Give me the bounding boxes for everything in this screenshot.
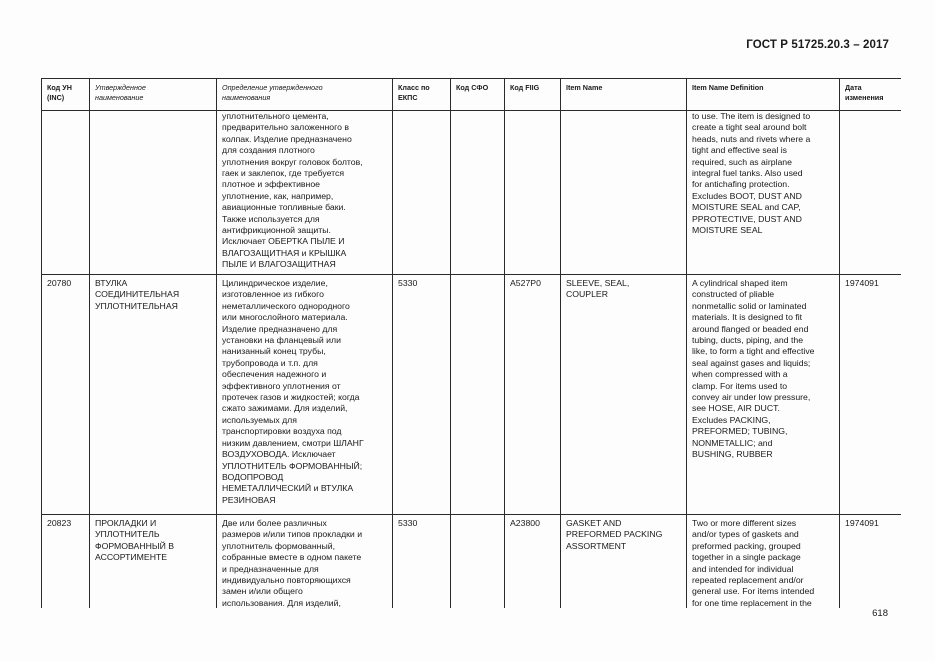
page-number: 618 <box>872 608 888 619</box>
cell-definition-ru: Две или более различных размеров и/или типов прокладки и уплотнитель формованный, собранные вместе в одном пакете и предназначенные для индивидуально повторяющихся замен и/или общего использования. Для изделий, <box>217 515 393 609</box>
catalog-table <box>41 78 901 608</box>
column-header-fiig-code: Код FIIG <box>505 79 561 111</box>
table-header-row <box>42 79 902 111</box>
column-header-inc: Код УН (INC) <box>42 79 90 111</box>
cell-fiig-code <box>505 111 561 275</box>
cell-change-date: 1974091 <box>840 515 902 609</box>
column-header-change-date: Дата изменения <box>840 79 902 111</box>
column-header-approved-name: Утвержденное наименование <box>90 79 217 111</box>
cell-approved-name <box>90 111 217 275</box>
cell-definition-ru: Цилиндрическое изделие, изготовленное из гибкого неметаллического однородного или многослойного материала. Изделие предназначено для установки на фланцевый или нанизанный конец трубы, трубопровода и т.п. для обеспечения надежного и эффективного уплотнения от протечек газов и жидкостей; когда сжато зажимами. Для изделий, используемых для транспортировки воздуха под низким давлением, смотри ШЛАНГ ВОЗДУХОВОДА. Исключает УПЛОТНИТЕЛЬ ФОРМОВАННЫЙ; ВОДОПРОВОД НЕМЕТАЛЛИЧЕСКИЙ и ВТУЛКА РЕЗИНОВАЯ <box>217 275 393 515</box>
cell-inc: 20823 <box>42 515 90 609</box>
cell-ekps-class <box>393 111 451 275</box>
cell-item-definition: to use. The item is designed to create a tight seal around bolt heads, nuts and rivets where a tight and effective seal is required, such as airplane integral fuel tanks. Also used for antichafing protection. Excludes BOOT, DUST AND MOISTURE SEAL and CAP, PPROTECTIVE, DUST AND MOISTURE SEAL <box>687 111 840 275</box>
document-header-title: ГОСТ Р 51725.20.3 – 2017 <box>746 39 889 51</box>
cell-sfo-code <box>451 111 505 275</box>
cell-definition-ru: уплотнительного цемента, предварительно заложенного в колпак. Изделие предназначено для создания плотного уплотнения вокруг головок болтов, гаек и заклепок, где требуется плотное и эффективное уплотнение, как, например, авиационные топливные баки. Также используется для антифрикционной защиты. Исключает ОБЕРТКА ПЫЛЕ И ВЛАГОЗАЩИТНАЯ и КРЫШКА ПЫЛЕ И ВЛАГОЗАЩИТНАЯ <box>217 111 393 275</box>
column-header-item-definition: Item Name Definition <box>687 79 840 111</box>
cell-item-name: GASKET AND PREFORMED PACKING ASSORTMENT <box>561 515 687 609</box>
table-row <box>42 515 902 609</box>
column-header-item-name: Item Name <box>561 79 687 111</box>
cell-inc: 20780 <box>42 275 90 515</box>
cell-fiig-code: A527P0 <box>505 275 561 515</box>
cell-item-name: SLEEVE, SEAL, COUPLER <box>561 275 687 515</box>
cell-item-definition: A cylindrical shaped item constructed of pliable nonmetallic solid or laminated materials. It is designed to fit around flanged or beaded end tubing, ducts, piping, and the like, to form a tight and effective seal against gases and liquids; when compressed with a clamp. For items used to convey air under low pressure, see HOSE, AIR DUCT. Excludes PACKING, PREFORMED; TUBING, NONMETALLIC; and BUSHING, RUBBER <box>687 275 840 515</box>
column-header-sfo-code: Код СФО <box>451 79 505 111</box>
cell-inc <box>42 111 90 275</box>
cell-approved-name: ВТУЛКА СОЕДИНИТЕЛЬНАЯ УПЛОТНИТЕЛЬНАЯ <box>90 275 217 515</box>
cell-ekps-class: 5330 <box>393 275 451 515</box>
cell-change-date <box>840 111 902 275</box>
cell-change-date: 1974091 <box>840 275 902 515</box>
cell-fiig-code: A23800 <box>505 515 561 609</box>
cell-sfo-code <box>451 515 505 609</box>
cell-sfo-code <box>451 275 505 515</box>
table-frame <box>41 78 901 608</box>
cell-item-name <box>561 111 687 275</box>
column-header-definition-ru: Определение утвержденного наименования <box>217 79 393 111</box>
cell-ekps-class: 5330 <box>393 515 451 609</box>
column-header-ekps-class: Класс по ЕКПС <box>393 79 451 111</box>
cell-approved-name: ПРОКЛАДКИ И УПЛОТНИТЕЛЬ ФОРМОВАННЫЙ В АССОРТИМЕНТЕ <box>90 515 217 609</box>
table-row <box>42 275 902 515</box>
cell-item-definition: Two or more different sizes and/or types of gaskets and preformed packing, grouped together in a single package and intended for individual repeated replacement and/or general use. For items intended for one time replacement in the <box>687 515 840 609</box>
table-row <box>42 111 902 275</box>
